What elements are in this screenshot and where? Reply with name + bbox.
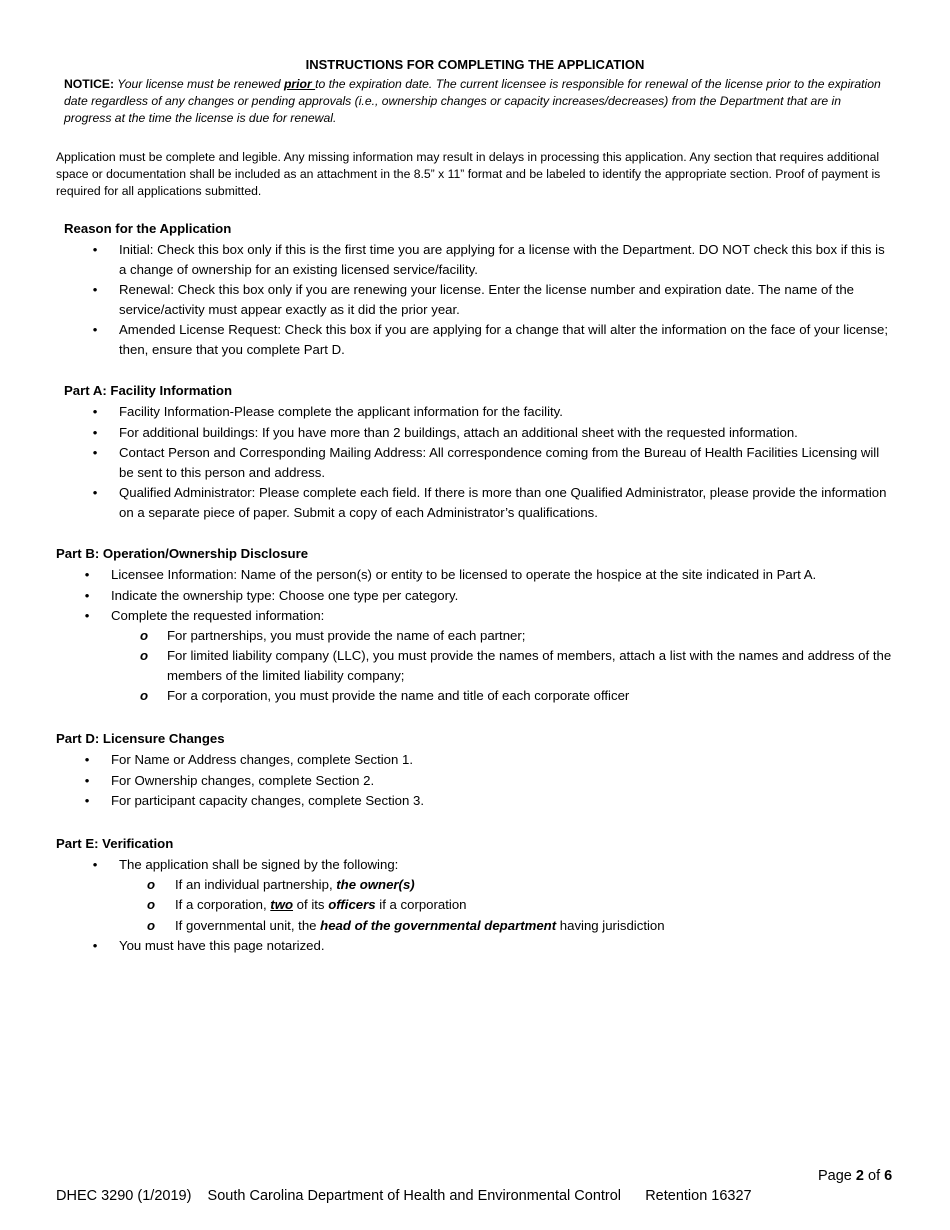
list-item: • Complete the requested information: o For partnerships, you must provide the name of each partner; o For limited liability company (LLC), you must provide the names of members, attach a list with the names and address of the members of the limited liability company; o For a corporation, you must provide the name and title of each corporate officer bbox=[56, 606, 894, 706]
sub-list-item: o If a corporation, two of its officers if a corporation bbox=[147, 897, 467, 912]
agency-name: South Carolina Department of Health and Environmental Control bbox=[207, 1188, 622, 1204]
page-number: Page 2 of 6 bbox=[818, 1168, 893, 1184]
sub-list-item: o For a corporation, you must provide the name and title of each corporate officer bbox=[140, 688, 630, 703]
section-part-b bbox=[56, 545, 894, 707]
list-item: • Amended License Request: Check this box if you are applying for a change that will alter the information on the face of your license; then, ensure that you complete Part D. bbox=[92, 322, 888, 357]
page-title: INSTRUCTIONS FOR COMPLETING THE APPLICATION bbox=[305, 57, 645, 72]
notice-paragraph bbox=[64, 76, 884, 126]
section-heading: Reason for the Application bbox=[64, 221, 232, 236]
list-item: • The application shall be signed by the following: o If an individual partnership, the owner(s) o If a corporation, two of its officers if a corporation o If governmental unit, the head of the governmental department having jurisdiction bbox=[56, 855, 894, 935]
list-item: • Facility Information-Please complete the applicant information for the facility. bbox=[92, 404, 563, 419]
list-item: • For participant capacity changes, complete Section 3. bbox=[84, 793, 425, 808]
sub-list-item: o For limited liability company (LLC), you must provide the names of members, attach a list with the names and address of the members of the limited liability company; bbox=[140, 648, 892, 683]
notice-text-after: to the expiration date. The current licensee is responsible for renewal of the license prior to the expiration date regardless of any changes or pending approvals (i.e., ownership changes or capacity increases/decreases) from the Department that are in progress at the time the license is due for renewal. bbox=[64, 77, 881, 125]
footer bbox=[56, 1188, 752, 1204]
retention-number: Retention 16327 bbox=[645, 1188, 752, 1204]
list-item: • Licensee Information: Name of the person(s) or entity to be licensed to operate the hospice at the site indicated in Part A. bbox=[84, 567, 817, 582]
section-heading: Part B: Operation/Ownership Disclosure bbox=[56, 546, 309, 561]
section-part-d bbox=[56, 730, 894, 812]
section-part-e bbox=[56, 835, 894, 957]
list-item: • Renewal: Check this box only if you are renewing your license. Enter the license number and expiration date. The name of the service/activity must appear exactly as it did the prior year. bbox=[92, 282, 855, 317]
list-item: • For Name or Address changes, complete Section 1. bbox=[84, 752, 413, 767]
section-reason bbox=[64, 220, 894, 360]
notice-text-before: Your license must be renewed bbox=[114, 77, 284, 91]
list-item: • Indicate the ownership type: Choose one type per category. bbox=[84, 587, 459, 603]
list-item: • You must have this page notarized. bbox=[92, 938, 325, 953]
intro-paragraph: Application must be complete and legible. Any missing information may result in delays in processing this application. Any section that requires additional space or documentation shall be included as an attachment in the 8.5” x 11” format and be labeled to identify the appropriate section. Proof of payment is required for all applications submitted. bbox=[56, 150, 881, 198]
notice-emphasis-prior: prior bbox=[283, 77, 316, 91]
list-item: • Contact Person and Corresponding Mailing Address: All correspondence coming from the Bureau of Health Facilities Licensing will be sent to this person and address. bbox=[92, 445, 880, 480]
emphasis-two: two bbox=[270, 897, 294, 912]
list-item: • For additional buildings: If you have more than 2 buildings, attach an additional sheet with the requested information. bbox=[92, 424, 798, 440]
list-item: • Initial: Check this box only if this is the first time you are applying for a license with the Department. DO NOT check this box if this is a change of ownership for an existing licensed service/facility. bbox=[92, 242, 885, 277]
list-item: • For Ownership changes, complete Section 2. bbox=[84, 772, 375, 788]
section-heading: Part E: Verification bbox=[56, 836, 174, 851]
form-number: DHEC 3290 (1/2019) bbox=[56, 1188, 192, 1204]
section-part-a bbox=[64, 382, 894, 523]
emphasis-owner: the owner(s) bbox=[336, 876, 415, 892]
sub-list-item: o If governmental unit, the head of the governmental department having jurisdiction bbox=[147, 917, 665, 933]
list-item: • Qualified Administrator: Please complete each field. If there is more than one Qualified Administrator, please provide the information on a separate piece of paper. Submit a copy of each Administrator’s qualifications. bbox=[92, 485, 887, 520]
section-heading: Part D: Licensure Changes bbox=[56, 731, 225, 746]
sub-list-item: o If an individual partnership, the owner(s) bbox=[147, 876, 415, 892]
emphasis-officers: officers bbox=[328, 897, 376, 912]
section-heading: Part A: Facility Information bbox=[64, 383, 233, 398]
emphasis-head: head of the governmental department bbox=[320, 917, 557, 933]
sub-list-item: o For partnerships, you must provide the name of each partner; bbox=[140, 627, 526, 643]
notice-label: NOTICE: bbox=[64, 77, 115, 91]
